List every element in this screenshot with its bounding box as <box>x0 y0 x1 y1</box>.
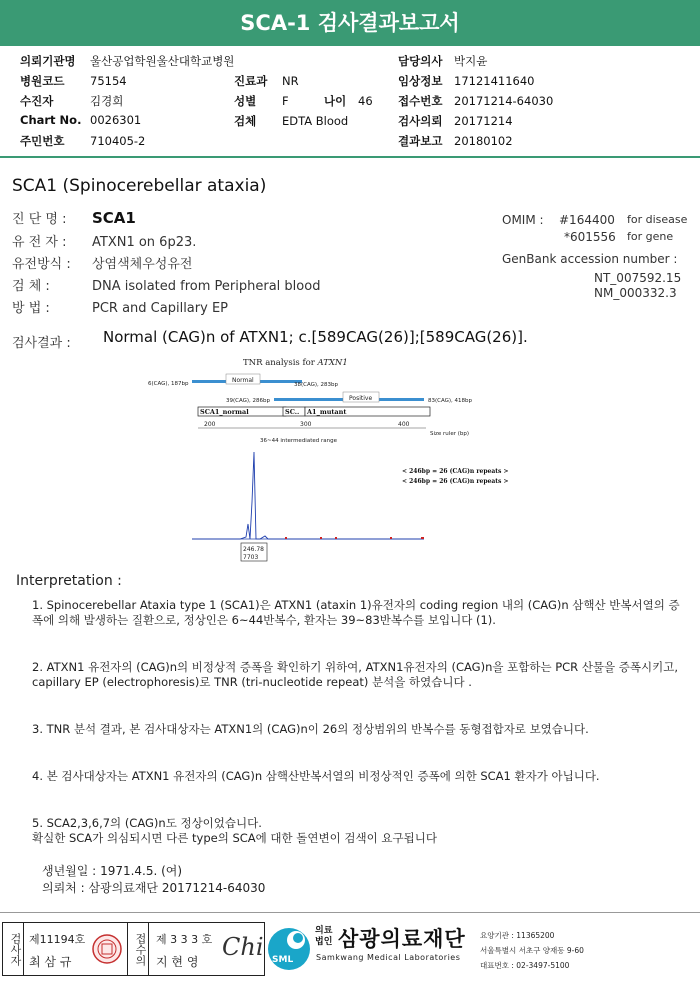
header-row: 주민번호 710405-2 <box>20 134 146 148</box>
section-title: SCA1 (Spinocerebellar ataxia) <box>12 176 267 196</box>
header-row: 접수번호 20171214-64030 <box>398 94 554 108</box>
header-row: 담당의사 박지윤 <box>398 54 488 68</box>
referral-row <box>42 879 265 896</box>
noise-mark <box>421 537 424 539</box>
header-row: 결과보고 20180102 <box>398 134 513 148</box>
omim-id2: *601556 <box>564 230 616 244</box>
noise-mark <box>335 537 337 539</box>
birth-value: 1971.4.5. (여) <box>100 864 183 878</box>
interpretation-heading: Interpretation : <box>16 573 122 589</box>
genbank-acc1: NT_007592.15 <box>594 271 682 285</box>
interpretation-item-4: 4. 본 검사대상자는 ATXN1 유전자의 (CAG)n 삼핵산반복서열의 비정상적인 증폭에 의한 SCA1 환자가 아닙니다. <box>32 769 600 783</box>
size-ruler-label: Size ruler (bp) <box>430 431 469 437</box>
logo-abbrev: SML <box>272 955 294 965</box>
header-row: Chart No. 0026301 <box>20 113 142 127</box>
logo-prefix: 의료 법인 <box>315 926 333 947</box>
header-row: 검사의뢰 20171214 <box>398 114 513 128</box>
header-col1 <box>20 53 234 153</box>
birth-label: 생년월일 : <box>42 864 97 878</box>
birth-row <box>42 862 182 879</box>
noise-mark <box>390 537 392 539</box>
receiver-license: 제 3 3 3 호 <box>156 933 213 946</box>
receiver-box <box>127 922 265 976</box>
ruler-tick-300: 300 <box>300 421 312 428</box>
field-row: 유 전 자 : ATXN1 on 6p23. <box>12 235 197 250</box>
normal-segment-label: SCA1_normal <box>200 408 249 416</box>
omim-id1: #164400 <box>559 213 615 227</box>
interpretation-item-1: 1. Spinocerebellar Ataxia type 1 (SCA1)은 ATXN1 (ataxin 1)유전자의 coding region 내의 (CAG)n 삼핵산 반복서열의 증폭에 의해 발생하는 질환으로, 정상인은 6~44반복수, 환자는 39~83반복수를 보입니다 (1). <box>32 598 680 627</box>
report-title: SCA-1 검사결과보고서 <box>0 0 700 46</box>
interpretation-item-3: 3. TNR 분석 결과, 본 검사대상자는 ATXN1의 (CAG)n이 26의 정상범위의 반복수를 동형접합자로 보였습니다. <box>32 722 589 736</box>
lab-info-code: 요양기관 : 11365200 <box>480 931 555 940</box>
repeat-annotation-1: < 246bp = 26 (CAG)n repeats > <box>402 468 509 475</box>
omim-label: OMIM : <box>502 213 544 227</box>
positive-right-label: 83(CAG), 418bp <box>428 398 473 404</box>
lab-info-phone: 대표번호 : 02-3497-5100 <box>480 961 570 970</box>
lab-info-address: 서울특별시 서초구 양재동 9-60 <box>480 946 584 955</box>
fields <box>12 208 320 319</box>
peak-size: 246.78 <box>243 546 264 553</box>
result-label: 검사결과 : <box>12 336 71 351</box>
receiver-signature: Chi <box>222 933 264 961</box>
genbank-acc2: NM_000332.3 <box>594 286 677 300</box>
header-row: 수진자 김경희 <box>20 94 124 108</box>
ruler-tick-200: 200 <box>204 421 216 428</box>
header-divider <box>0 156 700 158</box>
header-col3 <box>398 53 553 153</box>
peak-height: 7703 <box>243 554 259 561</box>
omim-desc2: for gene <box>627 230 674 243</box>
receiver-name: 지 현 영 <box>156 955 199 969</box>
omim-desc1: for disease <box>627 213 688 226</box>
referral-label: 의뢰처 : <box>42 881 85 895</box>
positive-box-label: Positive <box>349 395 373 402</box>
ruler-tick-400: 400 <box>398 421 410 428</box>
interpretation-item-2: 2. ATXN1 유전자의 (CAG)n의 비정상적 증폭을 확인하기 위하여, ATXN1유전자의 (CAG)n을 포함하는 PCR 산물을 증폭시키고, capillary EP (electrophoresis)로 TNR (tri-nucleotide repeat) 분석을 하였습니다 . <box>32 660 679 689</box>
positive-left-label: 39(CAG), 286bp <box>226 398 271 404</box>
lab-info <box>480 928 584 973</box>
overlap-segment-label: SC.. <box>285 408 300 416</box>
intermediate-label: 36~44 intermediated range <box>260 438 337 444</box>
tnr-figure <box>140 352 540 570</box>
footer-divider <box>0 912 700 913</box>
field-row: 방 법 : PCR and Capillary EP <box>12 301 228 316</box>
header-row: 진료과 NR <box>234 74 299 88</box>
interpretation-item-5: 5. SCA2,3,6,7의 (CAG)n도 정상이었습니다. 확실한 SCA가 의심되시면 다른 type의 SCA에 대한 돌연변이 검색이 요구됩니다 <box>32 816 437 845</box>
header-row: 의뢰기관명 울산공업학원울산대학교병원 <box>20 54 235 68</box>
mutant-segment-label: A1_mutant <box>307 408 347 416</box>
field-row: 유전방식 : 상염색체우성유전 <box>12 257 193 272</box>
figure-title: TNR analysis for ATXN1 <box>243 358 348 368</box>
logo-name: 삼광의료재단 <box>338 927 466 951</box>
examiner-box <box>2 922 128 976</box>
normal-right-label: 38(CAG), 283bp <box>294 382 339 388</box>
field-row: 검 체 : DNA isolated from Peripheral blood <box>12 279 321 294</box>
referral-value: 삼광의료재단 20171214-64030 <box>88 881 266 895</box>
examiner-license: 제11194호 <box>29 933 86 946</box>
header-row: 성별 F 나이 46 <box>234 94 373 108</box>
normal-box-label: Normal <box>232 377 254 384</box>
noise-mark <box>285 537 287 539</box>
header-col2 <box>234 73 373 133</box>
header-row: 임상정보 17121411640 <box>398 74 535 88</box>
genbank-label: GenBank accession number : <box>502 252 678 266</box>
result-value: Normal (CAG)n of ATXN1; c.[589CAG(26)];[589CAG(26)]. <box>103 328 528 346</box>
noise-mark <box>320 537 322 539</box>
examiner-name: 최 삼 규 <box>29 955 72 969</box>
examiner-seal-icon <box>91 933 123 965</box>
logo-english: Samkwang Medical Laboratories <box>316 953 461 962</box>
trace <box>192 452 424 539</box>
sml-logo-icon <box>266 926 312 972</box>
field-row: 진 단 명 : SCA1 <box>12 209 136 227</box>
header-row: 병원코드 75154 <box>20 74 127 88</box>
examiner-label: 검사자 <box>3 923 24 975</box>
header-row: 검체 EDTA Blood <box>234 114 349 128</box>
receiver-label: 접수의 <box>128 923 149 975</box>
repeat-annotation-2: < 246bp = 26 (CAG)n repeats > <box>402 478 509 485</box>
normal-left-label: 6(CAG), 187bp <box>148 381 189 387</box>
